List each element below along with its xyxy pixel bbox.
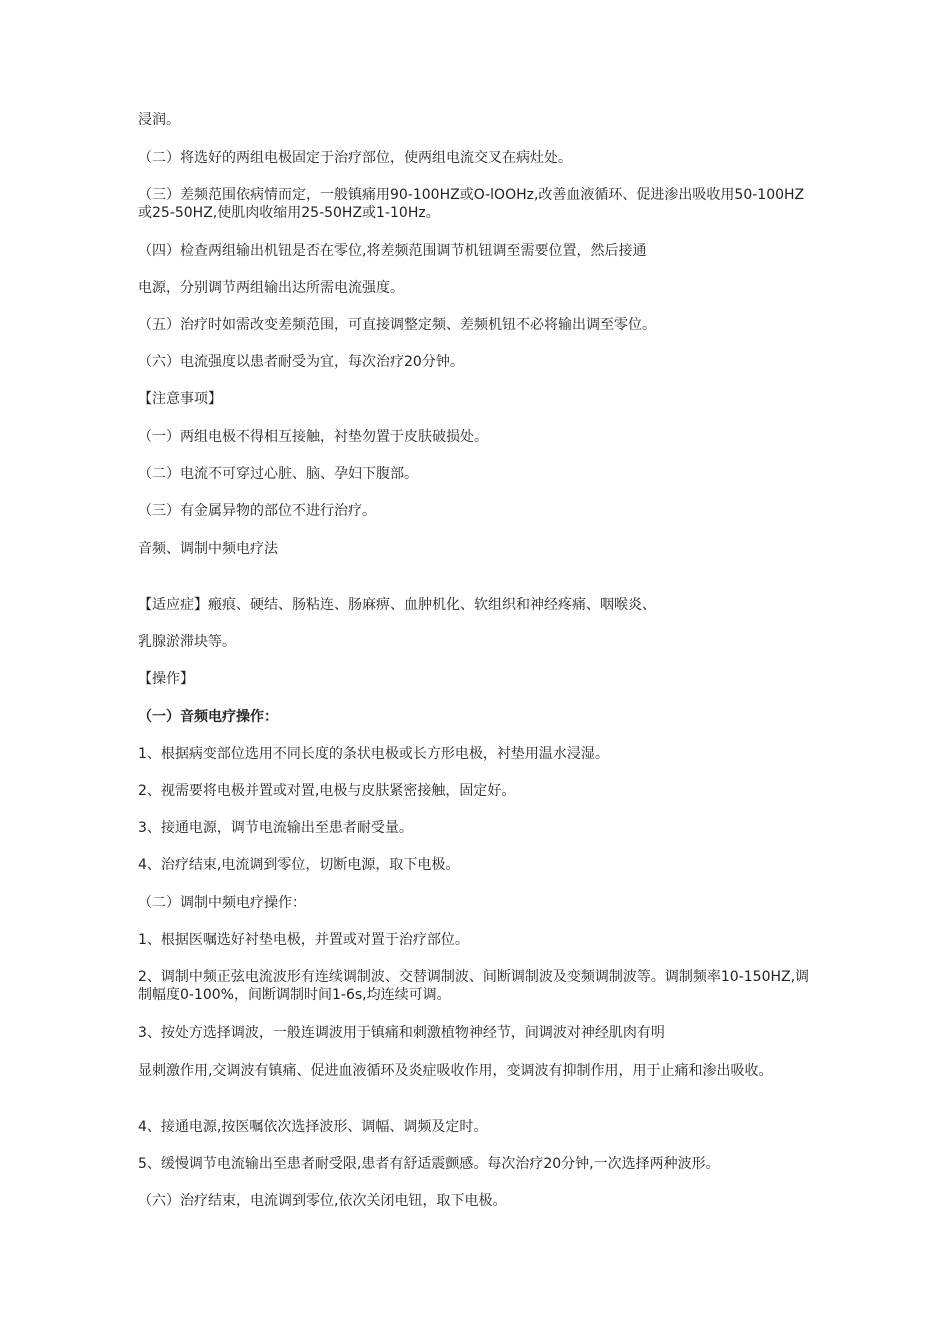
list-item: 2、视需要将电极并置或对置,电极与皮肤紧密接触，固定好。 bbox=[138, 783, 516, 799]
paragraph: （六）治疗结束，电流调到零位,依次关闭电钮，取下电极。 bbox=[138, 1193, 507, 1209]
list-item: 2、调制中频正弦电流波形有连续调制波、交替调制波、间断调制波及变频调制波等。调制频率10-150HZ,调制幅度0-100%，间断调制时间1-6s,均连续可调。 bbox=[138, 969, 810, 1003]
list-item: 4、接通电源,按医嘱依次选择波形、调幅、调频及定时。 bbox=[138, 1119, 488, 1135]
paragraph: （五）治疗时如需改变差频范围，可直接调整定频、差频机钮不必将输出调至零位。 bbox=[138, 317, 656, 333]
paragraph: （二）电流不可穿过心脏、脑、孕妇下腹部。 bbox=[138, 466, 418, 482]
section-heading: 【操作】 bbox=[138, 671, 194, 687]
paragraph: 显刺激作用,交调波有镇痛、促进血液循环及炎症吸收作用，变调波有抑制作用，用于止痛和渗出吸收。 bbox=[138, 1063, 773, 1079]
section-title: 音频、调制中频电疗法 bbox=[138, 541, 278, 557]
paragraph: 乳腺淤滞块等。 bbox=[138, 634, 236, 650]
list-item: 5、缓慢调节电流输出至患者耐受限,患者有舒适震颤感。每次治疗20分钟,一次选择两种波形。 bbox=[138, 1156, 720, 1172]
list-item: 1、根据病变部位选用不同长度的条状电极或长方形电极，衬垫用温水浸湿。 bbox=[138, 746, 609, 762]
section-heading: 【注意事项】 bbox=[138, 391, 222, 407]
paragraph: 【适应症】瘢痕、硬结、肠粘连、肠麻痹、血肿机化、软组织和神经疼痛、咽喉炎、 bbox=[138, 597, 656, 613]
paragraph: 电源，分别调节两组输出达所需电流强度。 bbox=[138, 280, 404, 296]
paragraph: 浸润。 bbox=[138, 112, 180, 128]
list-item: 3、接通电源，调节电流输出至患者耐受量。 bbox=[138, 820, 413, 836]
paragraph: （三）差频范围依病情而定，一般镇痛用90-100HZ或O-lOOHz,改善血液循环、促进渗出吸收用50-100HZ或25-50HZ,使肌肉收缩用25-50HZ或1-10Hz。 bbox=[138, 187, 805, 221]
list-item: 3、按处方选择调波，一般连调波用于镇痛和刺激植物神经节，间调波对神经肌肉有明 bbox=[138, 1025, 665, 1041]
paragraph: （三）有金属异物的部位不进行治疗。 bbox=[138, 503, 376, 519]
subsection-heading: （一）音频电疗操作： bbox=[138, 709, 278, 725]
paragraph: （四）检查两组输出机钮是否在零位,将差频范围调节机钮调至需要位置，然后接通 bbox=[138, 243, 647, 259]
list-item: 4、治疗结束,电流调到零位，切断电源，取下电极。 bbox=[138, 857, 460, 873]
list-item: 1、根据医嘱选好衬垫电极，并置或对置于治疗部位。 bbox=[138, 932, 469, 948]
subsection-heading: （二）调制中频电疗操作： bbox=[138, 895, 306, 911]
paragraph: （二）将选好的两组电极固定于治疗部位，使两组电流交叉在病灶处。 bbox=[138, 150, 572, 166]
paragraph: （六）电流强度以患者耐受为宜，每次治疗20分钟。 bbox=[138, 354, 464, 370]
paragraph: （一）两组电极不得相互接触，衬垫勿置于皮肤破损处。 bbox=[138, 429, 488, 445]
